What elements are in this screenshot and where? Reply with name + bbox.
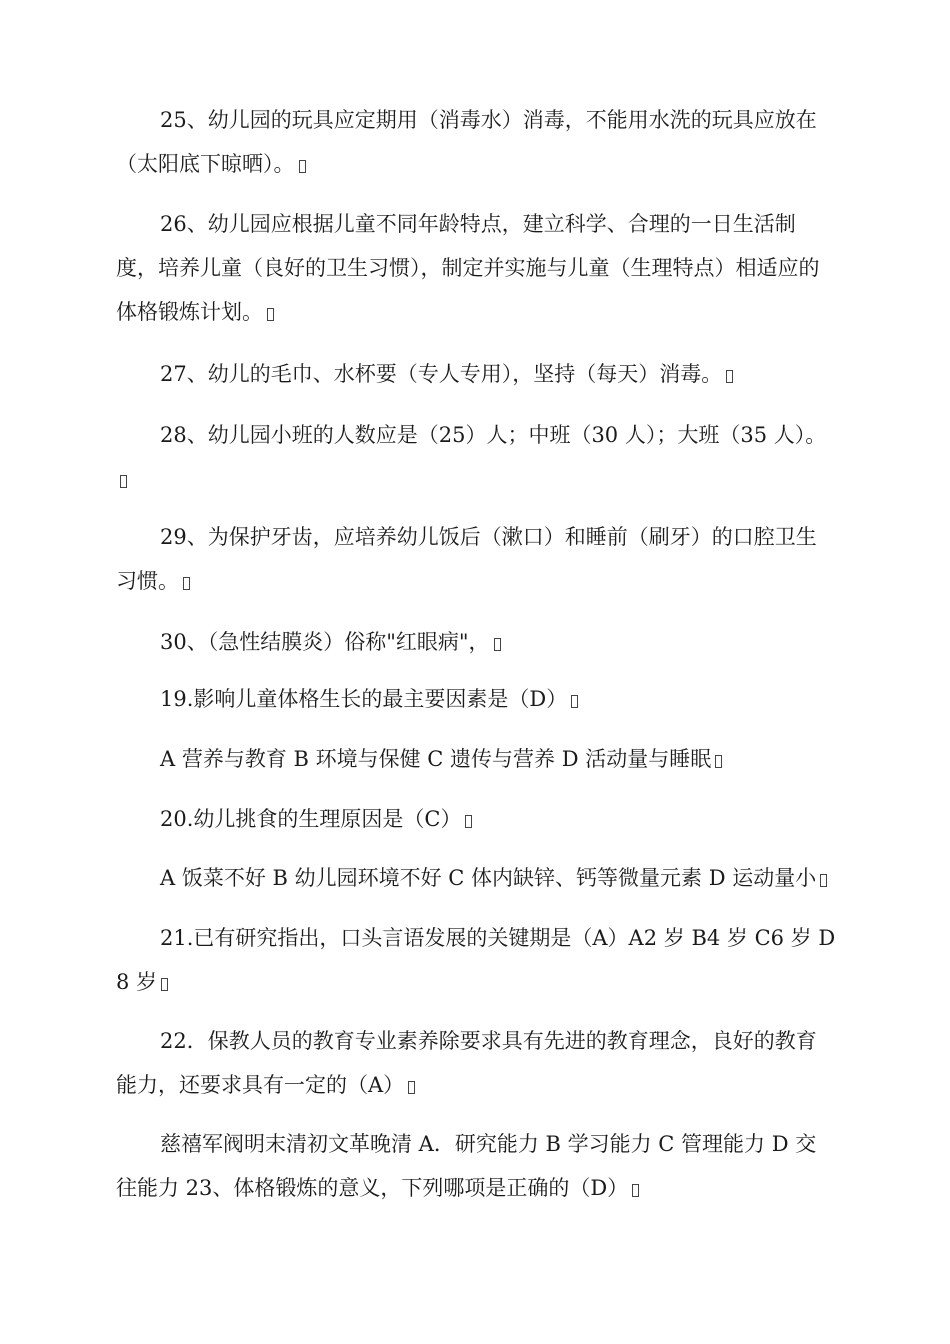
paragraph-end-mark-icon — [465, 815, 472, 828]
paragraph-item-29: 29、为保护牙齿，应培养幼儿饭后（漱口）和睡前（刷牙）的口腔卫生习惯。 — [116, 525, 817, 593]
paragraph-item-25: 25、幼儿园的玩具应定期用（消毒水）消毒，不能用水洗的玩具应放在（太阳底下晾晒）。 — [116, 108, 817, 176]
paragraph-end-mark-icon — [820, 874, 827, 887]
paragraph-end-mark-icon — [161, 978, 168, 991]
paragraph-item-28: 28、幼儿园小班的人数应是（25）人；中班（30 人）；大班（35 人）。 — [116, 413, 836, 501]
options-item-19: A 营养与教育 B 环境与保健 C 遗传与营养 D 活动量与睡眠 — [116, 737, 836, 781]
options-item-20: A 饭菜不好 B 幼儿园环境不好 C 体内缺锌、钙等微量元素 D 运动量小 — [116, 856, 836, 900]
question-item-22: 22．保教人员的教育专业素养除要求具有先进的教育理念，良好的教育能力，还要求具有一定的（A） — [116, 1029, 817, 1097]
paragraph-end-mark-icon — [120, 475, 127, 488]
paragraph-end-mark-icon — [183, 577, 190, 590]
question-item-20: 20.幼儿挑食的生理原因是（C） — [116, 797, 836, 841]
paragraph-end-mark-icon — [726, 370, 733, 383]
paragraph-item-27: 27、幼儿的毛巾、水杯要（专人专用），坚持（每天）消毒。 — [116, 352, 836, 396]
paragraph-end-mark-icon — [408, 1081, 415, 1094]
paragraph-item-26: 26、幼儿园应根据儿童不同年龄特点，建立科学、合理的一日生活制度，培养儿童（良好的卫生习惯），制定并实施与儿童（生理特点）相适应的体格锻炼计划。 — [116, 212, 820, 324]
paragraph-end-mark-icon — [494, 638, 501, 651]
paragraph-end-mark-icon — [715, 755, 722, 768]
paragraph-end-mark-icon — [632, 1184, 639, 1197]
question-item-19: 19.影响儿童体格生长的最主要因素是（D） — [116, 677, 836, 721]
paragraph-end-mark-icon — [267, 308, 274, 321]
paragraph-item-30: 30、（急性结膜炎）俗称"红眼病"， — [116, 620, 836, 664]
paragraph-end-mark-icon — [299, 160, 306, 173]
question-item-23: 慈禧军阀明末清初文革晚清 A．研究能力 B 学习能力 C 管理能力 D 交往能力 23、体格锻炼的意义，下列哪项是正确的（D） — [116, 1132, 817, 1200]
question-item-21: 21.已有研究指出，口头言语发展的关键期是（A）A2 岁 B4 岁 C6 岁 D8 岁 — [116, 926, 836, 994]
paragraph-end-mark-icon — [571, 695, 578, 708]
